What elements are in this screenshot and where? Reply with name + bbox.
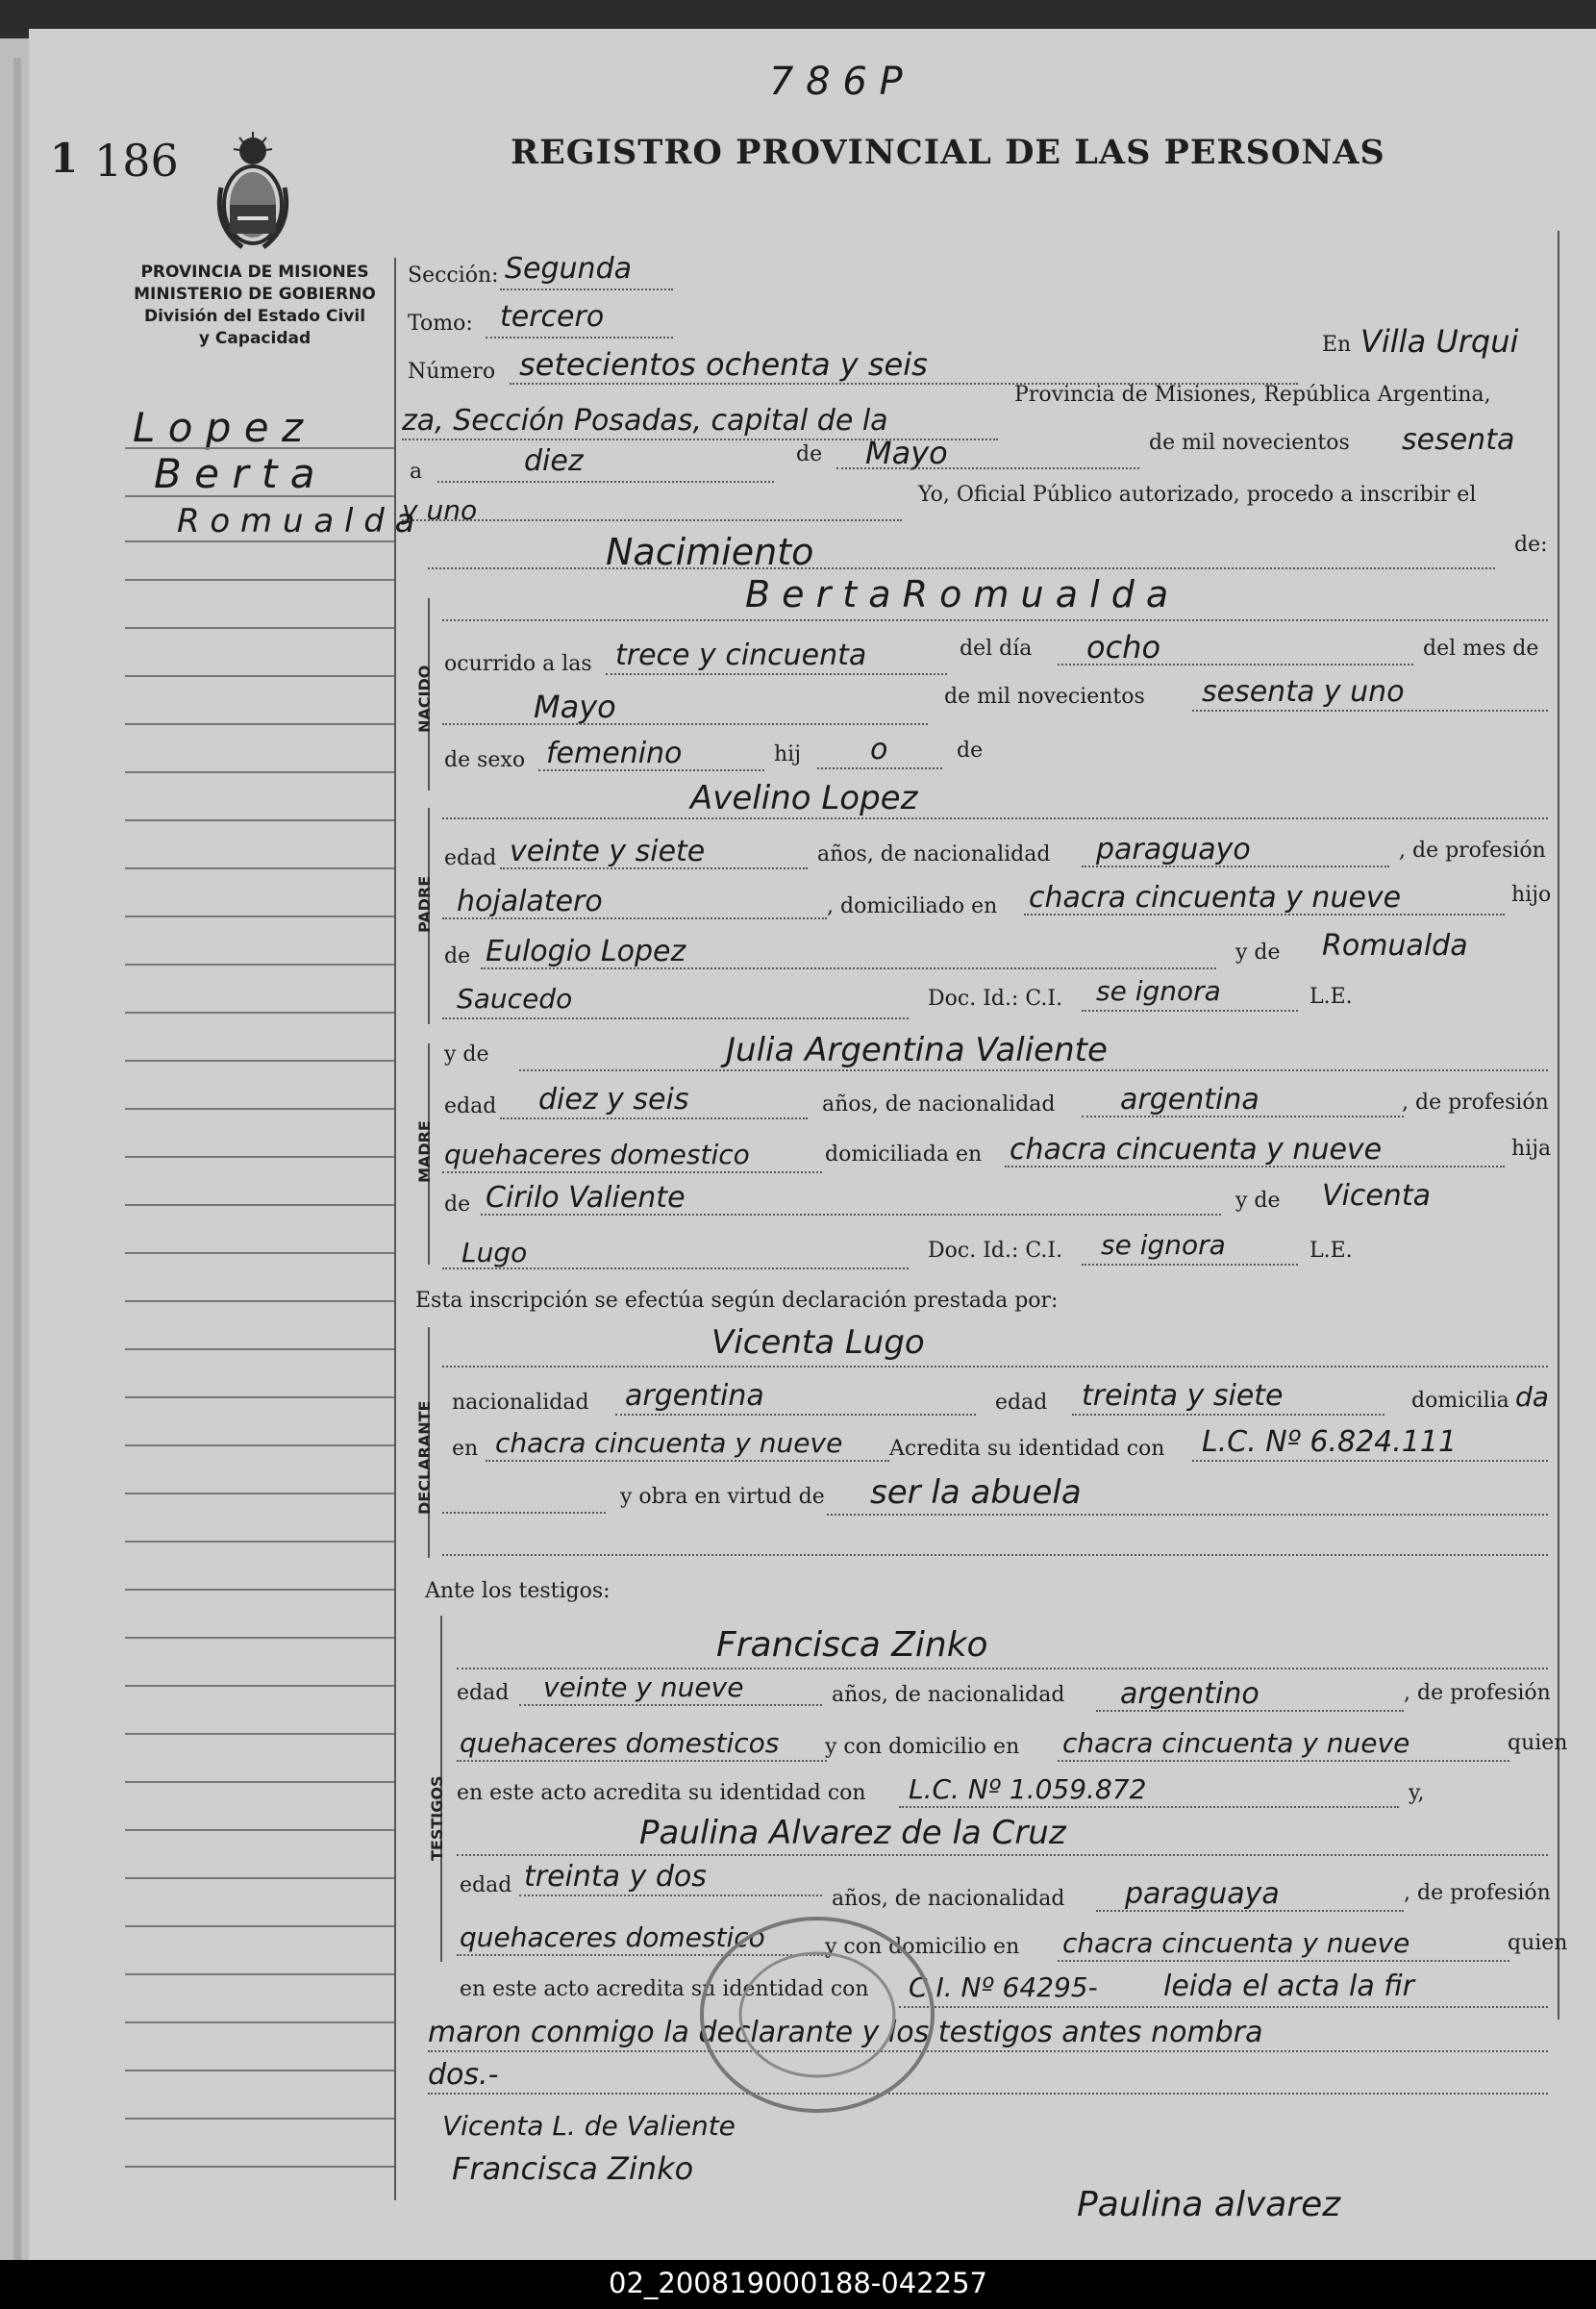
declarante-edad-line: [1072, 1414, 1384, 1416]
testigo2-dom-line: [1058, 1960, 1509, 1962]
madre-edad-label: edad: [444, 1094, 497, 1118]
closing2-line: [428, 2050, 1548, 2052]
margin-rule: [125, 579, 394, 581]
margin-rule: [125, 627, 394, 629]
madre-mother-value: Vicenta: [1322, 1179, 1431, 1213]
madre-nac-line: [1082, 1116, 1404, 1117]
margin-rule: [125, 1252, 394, 1254]
testigo1-edad-value: veinte y nueve: [543, 1671, 744, 1703]
madre-prof-value: quehaceres domestico: [444, 1139, 750, 1170]
nacido-section-label: NACIDO: [415, 665, 434, 733]
nacido-de-label: de: [957, 739, 984, 763]
padre-edad-label: edad: [444, 846, 497, 870]
testigo2-name: Paulina Alvarez de la Cruz: [639, 1814, 1066, 1852]
margin-rule: [125, 675, 394, 677]
day-line: [437, 481, 774, 483]
madre-father-value: Cirilo Valiente: [486, 1181, 686, 1215]
del-dia-label: del día: [960, 637, 1033, 661]
hij-label: hij: [774, 742, 802, 766]
scan-identifier: 02_200819000188-042257: [609, 2267, 987, 2299]
padre-edad-value: veinte y siete: [510, 835, 706, 868]
testigo2-id-value: C.I. Nº 64295-: [909, 1971, 1098, 2003]
margin-rule: [125, 2070, 394, 2071]
act-type-line: [428, 567, 1495, 569]
madre-yde-label: y de: [444, 1042, 489, 1067]
margin-rule: [125, 1685, 394, 1687]
testigo1-dom-label: y con domicilio en: [825, 1735, 1020, 1759]
madre-father-line: [481, 1214, 1221, 1216]
madre-nac-label: años, de nacionalidad: [822, 1092, 1056, 1117]
act-type: Nacimiento: [606, 531, 814, 573]
closing3-line: [428, 2093, 1548, 2095]
margin-rule: [125, 1973, 394, 1975]
testigo1-edad-label: edad: [457, 1681, 510, 1705]
testigo1-quien: quien: [1508, 1731, 1568, 1755]
testigo2-name-line: [457, 1854, 1548, 1856]
margin-rule: [125, 1108, 394, 1110]
born-name-line: [442, 619, 1548, 621]
declaracion-text: Esta inscripción se efectúa según declaración prestada por:: [415, 1289, 1059, 1313]
madre-doc-line: [1082, 1264, 1298, 1266]
margin-rule: [125, 1877, 394, 1879]
del-mes-label: del mes de: [1423, 637, 1539, 661]
hij-line: [817, 767, 942, 769]
padre-de-label: de: [444, 944, 471, 968]
padre-doc-value: se ignora: [1096, 975, 1221, 1007]
declarante-en-label: en: [452, 1437, 479, 1461]
sexo-label: de sexo: [444, 748, 526, 772]
a-label: a: [410, 460, 423, 484]
day-value: diez: [524, 444, 584, 478]
testigo2-id-line: [899, 2006, 1548, 2008]
mother-name-line: [519, 1069, 1548, 1071]
father-name-line: [442, 817, 1548, 819]
testigo2-dom-value: chacra cincuenta y nueve: [1062, 1927, 1410, 1959]
padre-dom-line: [1024, 914, 1505, 916]
testigo2-quien: quien: [1508, 1931, 1568, 1955]
margin-surname: L o p e z: [133, 404, 304, 451]
day-born-value: ocho: [1086, 629, 1161, 665]
tomo-value: tercero: [500, 300, 605, 334]
margin-rule: [125, 1348, 394, 1350]
seccion-line: [500, 289, 673, 290]
declarante-edad-value: treinta y siete: [1082, 1379, 1284, 1413]
margin-rule: [125, 1156, 394, 1158]
madre-de-label: de: [444, 1192, 471, 1217]
padre-dom-label: , domiciliado en: [827, 894, 998, 918]
testigo1-acred-label: en este acto acredita su identidad con: [457, 1781, 866, 1805]
coat-of-arms-icon: [213, 130, 292, 255]
month-line: [836, 467, 1139, 469]
seccion-value: Segunda: [505, 252, 632, 286]
margin-rule: [125, 495, 394, 497]
declarante-obra-line: [827, 1514, 1548, 1516]
archive-number: 7 8 6 P: [769, 60, 903, 104]
padre-hijo-label: hijo: [1511, 883, 1552, 907]
month-value: Mayo: [865, 435, 948, 471]
madre-doc-label: Doc. Id.: C.I.: [928, 1239, 1063, 1263]
padre-prof-label: , de profesión: [1399, 839, 1546, 863]
testigo1-nac-value: argentino: [1120, 1677, 1259, 1711]
year-born-value: sesenta y uno: [1202, 675, 1405, 709]
declarante-nac-line: [615, 1414, 976, 1416]
madre-hija-label: hija: [1511, 1137, 1552, 1161]
margin-rule: [125, 1541, 394, 1543]
testigo2-prof-label: , de profesión: [1404, 1881, 1551, 1905]
margin-rule: [125, 1589, 394, 1591]
margin-rule: [125, 1829, 394, 1831]
hour-line: [606, 673, 947, 675]
month-born-line: [442, 723, 928, 725]
day-born-line: [1058, 664, 1413, 665]
closing-line-1: leida el acta la fir: [1163, 1970, 1414, 2003]
declarante-nac-label: nacionalidad: [452, 1391, 589, 1415]
declarante-dom-label: domicilia: [1411, 1389, 1509, 1413]
margin-rule: [125, 447, 394, 449]
margin-divider: [394, 258, 396, 2200]
year2-line: [402, 519, 902, 521]
year-value: sesenta: [1402, 423, 1515, 457]
year-label: de mil novecientos: [1149, 431, 1350, 455]
madre-doc-value: se ignora: [1101, 1229, 1226, 1261]
padre-nac-label: años, de nacionalidad: [817, 842, 1051, 866]
margin-rule: [125, 2021, 394, 2023]
document-title: REGISTRO PROVINCIAL DE LAS PERSONAS: [511, 133, 1385, 172]
father-name: Avelino Lopez: [690, 779, 918, 817]
month-born-value: Mayo: [534, 689, 616, 725]
margin-rule: [125, 867, 394, 869]
born-name: B e r t a R o m u a l d a: [745, 573, 1169, 615]
testigo1-nac-line: [1096, 1710, 1404, 1712]
testigo1-name-line: [457, 1668, 1548, 1669]
ante-testigos-label: Ante los testigos:: [425, 1579, 611, 1603]
testigo2-prof-value: quehaceres domestico: [460, 1921, 765, 1953]
seccion-label: Sección:: [408, 264, 499, 288]
declarante-blank-line: [442, 1512, 606, 1514]
declarante-nac-value: argentina: [625, 1379, 764, 1413]
declarante-obra-label: y obra en virtud de: [620, 1485, 825, 1509]
padre-mother2-line: [442, 1017, 909, 1019]
declarante-id-line: [1192, 1460, 1548, 1462]
margin-rule: [125, 1060, 394, 1062]
testigo1-prof-line: [457, 1760, 827, 1762]
tomo-line: [486, 337, 673, 339]
margin-rule: [125, 819, 394, 821]
closing-line-3: dos.-: [428, 2058, 499, 2092]
signature-testigo-2: Paulina alvarez: [1077, 2185, 1341, 2224]
year-born-line: [1192, 710, 1548, 712]
sexo-line: [538, 769, 764, 771]
page-number: 186: [94, 135, 179, 187]
padre-doc-label: Doc. Id.: C.I.: [928, 987, 1063, 1011]
padre-yde-label: y de: [1235, 941, 1281, 965]
madre-prof-label: , de profesión: [1402, 1091, 1549, 1115]
testigo2-edad-line: [519, 1895, 822, 1896]
declarante-id-value: L.C. Nº 6.824.111: [1202, 1425, 1458, 1459]
margin-rule: [125, 540, 394, 542]
sexo-value: femenino: [546, 737, 683, 770]
testigo1-id-value: L.C. Nº 1.059.872: [909, 1773, 1147, 1805]
closing-line-2: maron conmigo la declarante y los testigos antes nombra: [428, 2016, 1263, 2049]
signature-testigo-1: Francisca Zinko: [452, 2150, 694, 2187]
page-stack-edge-inner: [13, 58, 21, 2260]
testigo1-y: y,: [1409, 1781, 1425, 1805]
madre-le-label: L.E.: [1309, 1239, 1353, 1263]
signature-declarante: Vicenta L. de Valiente: [442, 2110, 736, 2142]
testigo1-prof-value: quehaceres domesticos: [460, 1727, 780, 1759]
margin-rule: [125, 916, 394, 917]
declarante-en-value: chacra cincuenta y nueve: [495, 1427, 843, 1459]
margin-rule: [125, 723, 394, 725]
margin-second-name: R o m u a l d a: [177, 502, 415, 540]
en-value: Villa Urqui: [1360, 323, 1519, 360]
padre-dom-value: chacra cincuenta y nueve: [1029, 881, 1402, 915]
margin-rule: [125, 2118, 394, 2120]
authority-line-4: y Capacidad: [198, 329, 312, 348]
padre-doc-line: [1082, 1010, 1298, 1012]
testigo2-nac-value: paraguaya: [1125, 1877, 1280, 1911]
declarante-extra-line: [442, 1554, 1548, 1556]
declarante-edad-label: edad: [995, 1391, 1048, 1415]
madre-edad-value: diez y seis: [538, 1083, 689, 1117]
testigo2-edad-value: treinta y dos: [524, 1860, 707, 1894]
declarante-obra-value: ser la abuela: [870, 1473, 1082, 1512]
place-value: za, Sección Posadas, capital de la: [402, 404, 888, 438]
testigo2-edad-label: edad: [460, 1873, 512, 1897]
declarante-name: Vicenta Lugo: [711, 1323, 925, 1362]
padre-mother-value: Romualda: [1322, 929, 1468, 963]
testigo2-acred-label: en este acto acredita su identidad con: [460, 1977, 869, 2001]
tomo-label: Tomo:: [408, 312, 473, 336]
year-born-label: de mil novecientos: [944, 685, 1145, 709]
de-label: de: [796, 442, 823, 466]
year-value-2: y uno: [402, 494, 478, 526]
padre-father-line: [481, 967, 1216, 969]
oficial-text: Yo, Oficial Público autorizado, procedo a inscribir el: [918, 483, 1477, 507]
margin-rule: [125, 1204, 394, 1206]
de-colon: de:: [1514, 533, 1548, 557]
testigo2-nac-label: años, de nacionalidad: [832, 1887, 1065, 1911]
madre-edad-line: [500, 1117, 808, 1119]
margin-rule: [125, 1396, 394, 1398]
testigo1-dom-line: [1058, 1760, 1509, 1762]
province-text: Provincia de Misiones, República Argentina,: [1014, 383, 1491, 407]
padre-prof-line: [442, 917, 827, 919]
declarante-section-label: DECLARANTE: [415, 1400, 434, 1515]
left-page-number: 1: [50, 135, 79, 182]
testigo1-name: Francisca Zinko: [716, 1625, 988, 1665]
authority-line-3: División del Estado Civil: [143, 307, 366, 326]
madre-mother-value-2: Lugo: [461, 1237, 528, 1268]
authority-line-2: MINISTERIO DE GOBIERNO: [134, 285, 376, 304]
margin-rule: [125, 1300, 394, 1302]
en-label: En: [1322, 333, 1352, 357]
padre-edad-line: [500, 867, 808, 869]
issuing-authority: [125, 262, 385, 350]
margin-rule: [125, 771, 394, 773]
numero-label: Número: [408, 360, 496, 384]
margin-rule: [125, 1733, 394, 1735]
official-stamp: [692, 1909, 942, 2121]
testigo1-nac-label: años, de nacionalidad: [832, 1683, 1065, 1707]
declarante-acredita-label: Acredita su identidad con: [889, 1437, 1165, 1461]
madre-yde2-label: y de: [1235, 1189, 1281, 1213]
declarante-dom-suffix: da: [1515, 1381, 1549, 1413]
authority-line-1: PROVINCIA DE MISIONES: [140, 263, 369, 282]
declarante-en-line: [486, 1460, 889, 1462]
madre-section-label: MADRE: [415, 1120, 434, 1183]
hij-value: o: [870, 733, 888, 766]
margin-rule: [125, 964, 394, 966]
testigos-section-label: TESTIGOS: [428, 1775, 446, 1861]
margin-rule: [125, 2166, 394, 2168]
testigo1-id-line: [899, 1806, 1399, 1808]
testigo2-nac-line: [1096, 1910, 1404, 1912]
mother-name: Julia Argentina Valiente: [726, 1031, 1108, 1069]
margin-first-name: B e r t a: [154, 450, 315, 497]
madre-mother2-line: [442, 1267, 909, 1269]
margin-rule: [125, 1925, 394, 1927]
madre-dom-label: domiciliada en: [825, 1142, 983, 1167]
numero-value: setecientos ochenta y seis: [519, 346, 928, 383]
padre-prof-value: hojalatero: [457, 885, 603, 918]
padre-father-value: Eulogio Lopez: [486, 935, 686, 968]
padre-nac-line: [1082, 866, 1389, 867]
margin-rule: [125, 1012, 394, 1014]
madre-nac-value: argentina: [1120, 1083, 1259, 1117]
padre-section-label: PADRE: [415, 875, 434, 933]
madre-dom-line: [1005, 1166, 1505, 1167]
testigo2-dom-label: y con domicilio en: [825, 1935, 1020, 1959]
margin-rule: [125, 1637, 394, 1639]
margin-rule: [125, 1444, 394, 1446]
ocurrido-label: ocurrido a las: [444, 652, 592, 676]
margin-rule: [125, 1781, 394, 1783]
hour-value: trece y cincuenta: [615, 639, 867, 672]
padre-le-label: L.E.: [1309, 985, 1353, 1009]
testigo1-dom-value: chacra cincuenta y nueve: [1062, 1727, 1410, 1759]
padre-nac-value: paraguayo: [1096, 833, 1251, 866]
madre-prof-line: [442, 1171, 822, 1173]
declarante-name-line: [442, 1366, 1548, 1368]
testigo1-edad-line: [519, 1704, 822, 1706]
padre-mother-value-2: Saucedo: [457, 983, 573, 1015]
margin-rule: [125, 1493, 394, 1494]
madre-dom-value: chacra cincuenta y nueve: [1010, 1133, 1383, 1167]
testigo1-prof-label: , de profesión: [1404, 1681, 1551, 1705]
